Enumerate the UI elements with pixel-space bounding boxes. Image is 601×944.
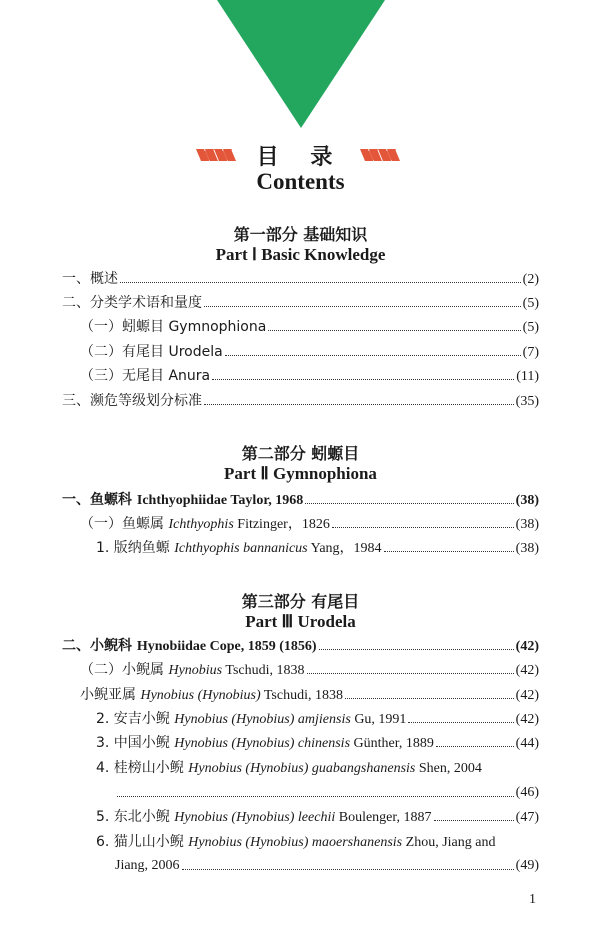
toc-entry-label-cn: （一）鱼螈属 <box>80 516 169 532</box>
toc-entry-label <box>62 491 303 510</box>
toc-entry-label <box>96 539 382 558</box>
part-3-title-cn: 第三部分 有尾目 <box>241 592 360 611</box>
part-1-title-en: Part Ⅰ Basic Knowledge <box>215 245 386 264</box>
toc-entry[interactable] <box>62 270 539 289</box>
toc-entry[interactable] <box>62 637 539 656</box>
toc-entry-label-cn: （二）小鲵属 <box>80 662 169 678</box>
toc-entry[interactable] <box>80 515 539 534</box>
toc-entry[interactable] <box>96 734 539 753</box>
toc-entry-label-italic: Ichthyophis <box>168 517 234 532</box>
toc-entry-label-cn: 小鲵亚属 <box>80 687 141 703</box>
toc-entry[interactable] <box>80 318 539 337</box>
toc-entry-label: （二）有尾目 Urodela <box>80 344 223 360</box>
leader-dots <box>305 495 513 504</box>
toc-entry-page: (5) <box>522 320 539 335</box>
toc-entry[interactable] <box>62 491 539 510</box>
toc-entry-label-tail: Günther, 1889 <box>350 736 434 751</box>
toc-entry-page: (49) <box>515 858 539 873</box>
leader-dots <box>345 690 514 699</box>
toc-entry-label <box>62 637 317 656</box>
toc-entry-label-italic: Ichthyophis bannanicus <box>174 541 308 556</box>
toc-entry-page: (46) <box>515 785 539 800</box>
toc-entry-page: (2) <box>522 272 539 287</box>
toc-entry-label-cn: 4. 桂榜山小鲵 <box>96 760 189 776</box>
toc-entry-page: (44) <box>515 736 539 751</box>
toc-entry-label-tail: Yang，1984 <box>307 541 382 556</box>
leader-dots <box>434 812 514 821</box>
toc-entry-label: 二、分类学术语和量度 <box>62 295 202 311</box>
toc-entry-label-tail: Fitzinger，1826 <box>233 517 330 532</box>
leader-dots <box>225 347 521 356</box>
part-1-title-cn: 第一部分 基础知识 <box>233 225 368 244</box>
toc-entry-label-tail: Zhou, Jiang and <box>402 835 496 850</box>
toc-entry-page: (35) <box>515 394 539 409</box>
toc-entry-label-italic: Hynobius (Hynobius) <box>140 688 261 703</box>
toc-entry-page: (7) <box>522 345 539 360</box>
toc-entry-label-cn: 5. 东北小鲵 <box>96 809 175 825</box>
leader-dots <box>117 788 514 797</box>
toc-entry[interactable] <box>62 392 539 411</box>
toc-entry[interactable] <box>96 710 539 729</box>
toc-entry-label <box>96 808 432 827</box>
leader-dots <box>332 519 514 528</box>
toc-entry-page: (47) <box>515 810 539 825</box>
leader-dots <box>384 543 514 552</box>
toc-entry-label: （一）蚓螈目 Gymnophiona <box>80 319 267 335</box>
leader-dots <box>436 738 514 747</box>
toc-entry-page: (42) <box>515 688 539 703</box>
toc-entry-label-en: Hynobiidae Cope, 1859 (1856) <box>136 639 317 654</box>
toc-entry-label-italic: Hynobius (Hynobius) maoershanensis <box>188 835 403 850</box>
toc-entry-label-italic: Hynobius (Hynobius) amjiensis <box>174 712 351 727</box>
part-3-title-en: Part Ⅲ Urodela <box>245 612 356 631</box>
page-number: 1 <box>529 892 536 907</box>
leader-dots <box>319 641 514 650</box>
toc-entry-label-italic: Hynobius (Hynobius) leechii <box>174 810 336 825</box>
toc-entry-page: (11) <box>516 369 539 384</box>
toc-entry-line-2[interactable] <box>115 857 539 875</box>
toc-entry[interactable] <box>62 294 539 313</box>
toc-entry-page: (38) <box>515 541 539 556</box>
toc-entry-label: （三）无尾目 Anura <box>80 368 211 384</box>
toc-entry-page: (42) <box>515 639 539 654</box>
toc-entry-page: (38) <box>515 517 539 532</box>
toc-entry-label <box>80 686 343 705</box>
toc-entry-page: (5) <box>522 296 539 311</box>
toc-entry-label-italic: Hynobius <box>168 663 223 678</box>
toc-entry-line-2[interactable] <box>115 784 539 802</box>
toc-entry-label-tail: Shen, 2004 <box>415 761 482 776</box>
toc-entry-page: (42) <box>515 663 539 678</box>
toc-entry-label: 一、概述 <box>62 271 118 287</box>
toc-entry-label <box>96 734 434 753</box>
toc-entry-label-cn: 3. 中国小鲵 <box>96 735 175 751</box>
toc-entry-label-continuation: Jiang, 2006 <box>115 858 180 873</box>
toc-entry-label-cn: 二、小鲵科 <box>62 638 137 654</box>
toc-entry-label-tail: Boulenger, 1887 <box>335 810 432 825</box>
toc-entry[interactable] <box>80 661 539 680</box>
green-triangle-decoration <box>217 0 385 128</box>
leader-dots <box>408 714 513 723</box>
part-2-title-en: Part Ⅱ Gymnophiona <box>224 464 377 483</box>
leader-dots <box>204 298 521 307</box>
leader-dots <box>307 665 514 674</box>
toc-entry-label-cn: 2. 安吉小鲵 <box>96 711 175 727</box>
part-2-title-cn: 第二部分 蚓螈目 <box>241 444 360 463</box>
toc-entry-label: 三、濒危等级划分标准 <box>62 393 202 409</box>
toc-entry-label <box>96 710 406 729</box>
toc-entry[interactable] <box>96 808 539 827</box>
leader-dots <box>182 861 514 870</box>
contents-title-en: Contents <box>256 169 345 194</box>
leader-dots <box>120 274 521 283</box>
contents-title-cn: 目 录 <box>256 145 345 170</box>
toc-entry-label-cn: 1. 版纳鱼螈 <box>96 540 175 556</box>
toc-entry[interactable] <box>80 343 539 362</box>
toc-entry[interactable] <box>96 539 539 558</box>
toc-entry-label-cn: 一、鱼螈科 <box>62 492 137 508</box>
toc-entry-line-1[interactable] <box>96 759 482 778</box>
toc-entry-label-tail: Tschudi, 1838 <box>222 663 305 678</box>
toc-entry-page: (38) <box>515 493 539 508</box>
leader-dots <box>212 371 514 380</box>
toc-entry-label-tail: Gu, 1991 <box>350 712 407 727</box>
toc-entry-label-italic: Hynobius (Hynobius) chinensis <box>174 736 351 751</box>
toc-entry-label <box>80 661 305 680</box>
toc-entry-line-1[interactable] <box>96 833 495 852</box>
leader-dots <box>268 322 520 331</box>
toc-entry-label-en: Ichthyophiidae Taylor, 1968 <box>136 493 304 508</box>
toc-entry-page: (42) <box>515 712 539 727</box>
toc-entry[interactable] <box>80 367 539 386</box>
toc-entry-label-cn: 6. 猫儿山小鲵 <box>96 834 189 850</box>
toc-entry[interactable] <box>80 686 539 705</box>
toc-entry-label-italic: Hynobius (Hynobius) guabangshanensis <box>188 761 416 776</box>
toc-entry-label <box>80 515 330 534</box>
leader-dots <box>204 396 514 405</box>
toc-entry-label-tail: Tschudi, 1838 <box>260 688 343 703</box>
